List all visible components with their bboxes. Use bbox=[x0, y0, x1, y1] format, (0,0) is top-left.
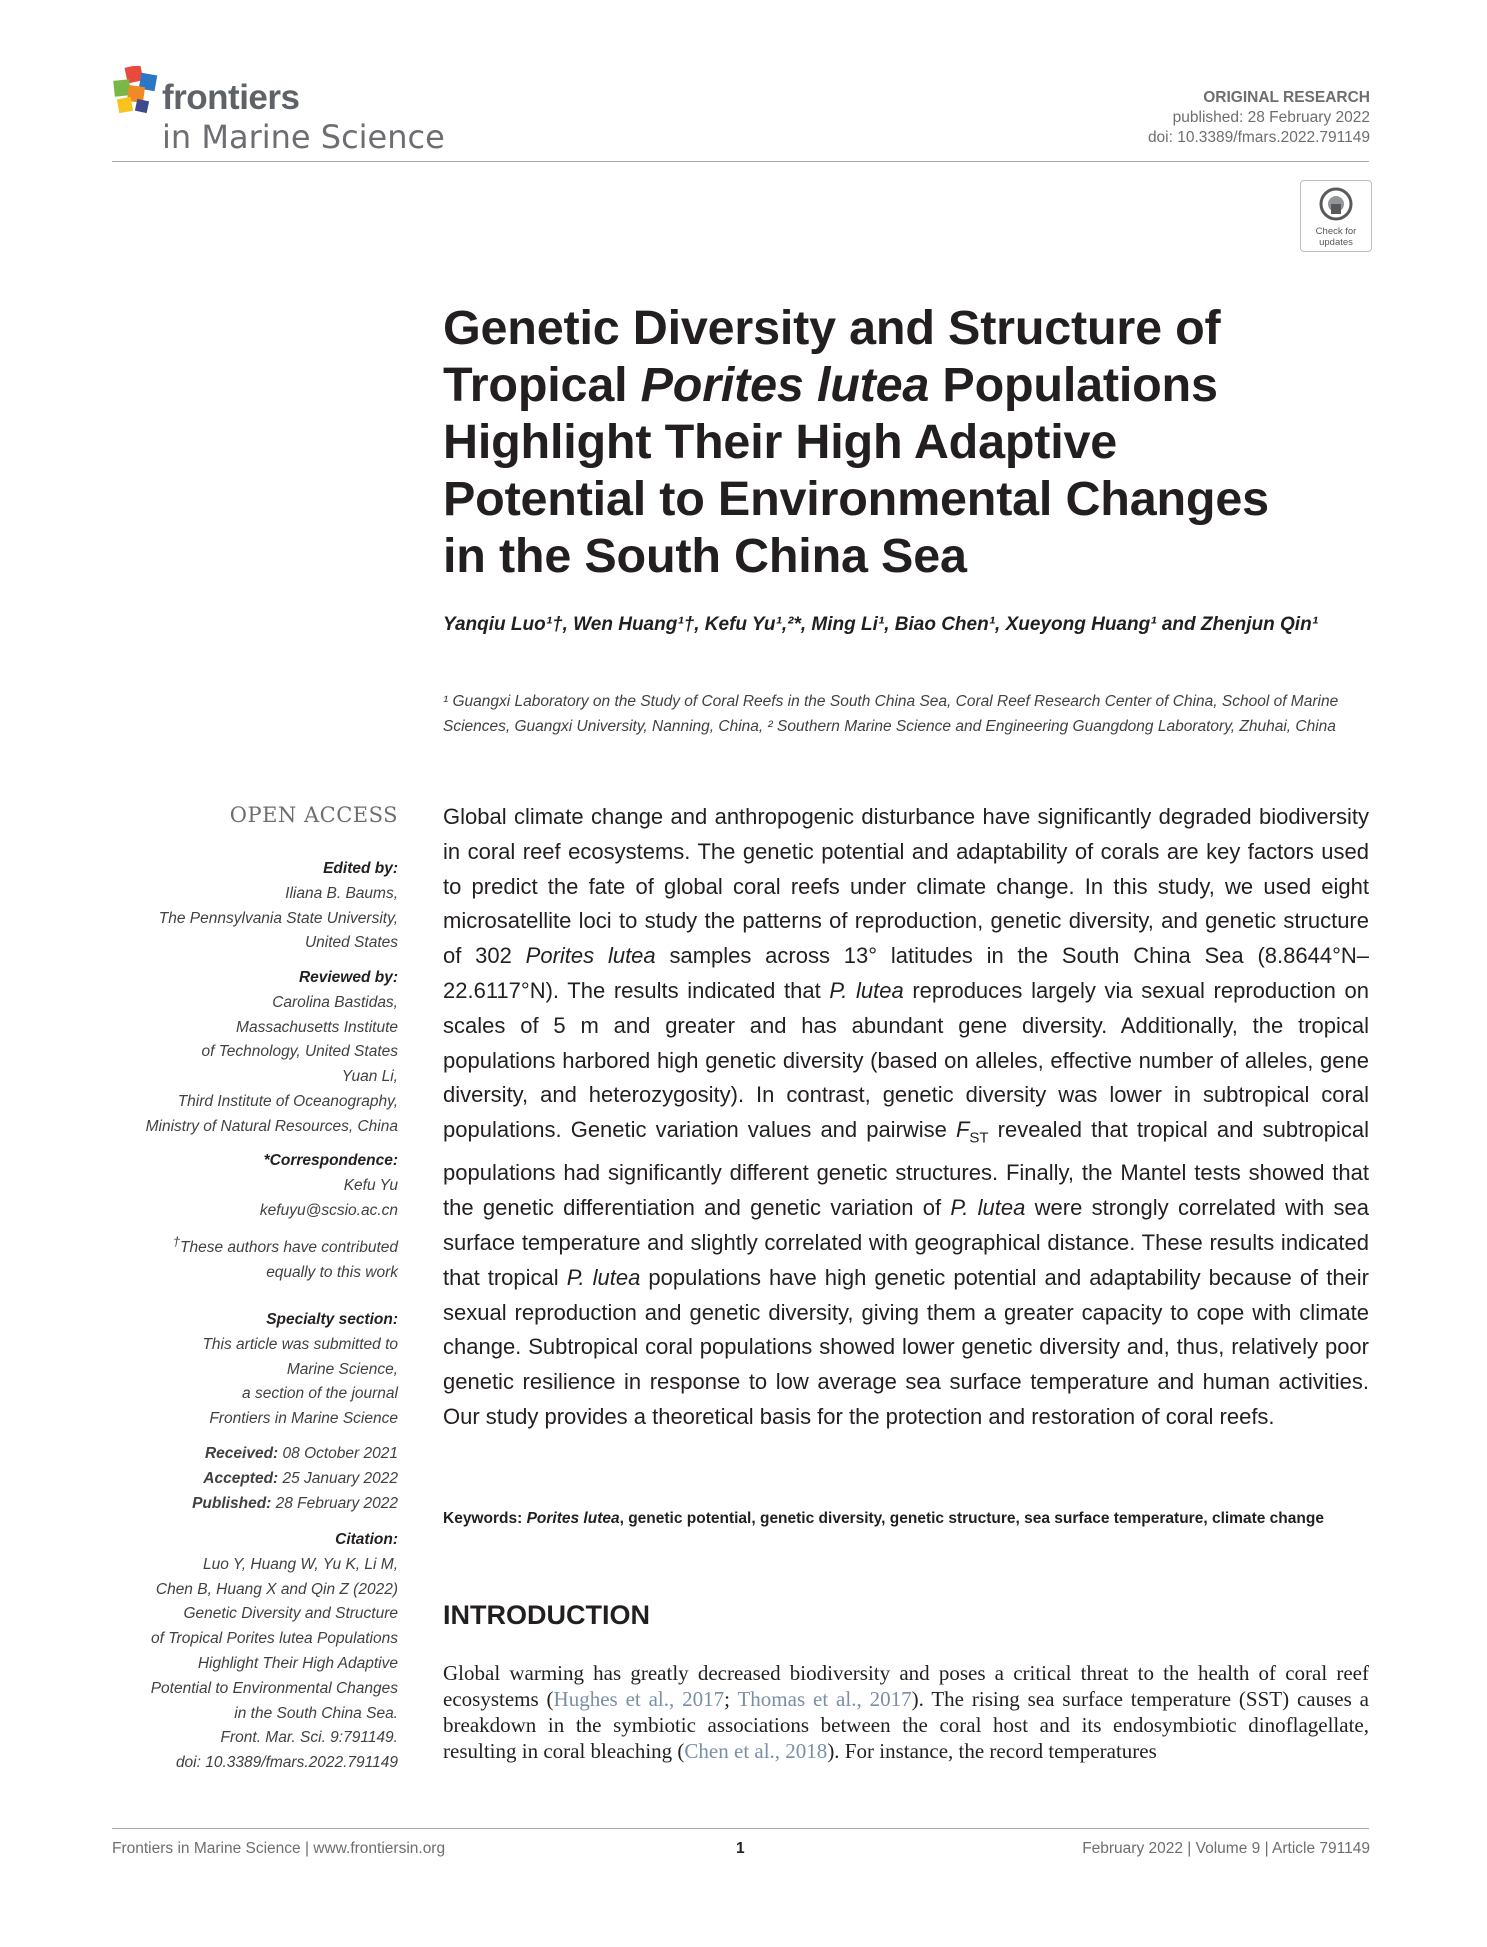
footer-divider bbox=[112, 1828, 1369, 1829]
article-doi[interactable]: doi: 10.3389/fmars.2022.791149 bbox=[1147, 129, 1370, 146]
article-meta bbox=[1148, 88, 1370, 148]
published-date: published: 28 February 2022 bbox=[1172, 109, 1370, 126]
article-type: ORIGINAL RESEARCH bbox=[1203, 89, 1370, 106]
correspondence-label: *Correspondence: bbox=[263, 1152, 398, 1169]
footer-issue: February 2022 | Volume 9 | Article 791149 bbox=[1082, 1840, 1370, 1857]
abstract: Global climate change and anthropogenic disturbance have significantly degraded biodiversity in coral reef ecosystems. The genetic potential and adaptability of corals are key factors used to predict the fate of global coral reefs under climate change. In this study, we used eight microsatellite loci to study the patterns of reproduction, genetic diversity, and genetic structure of 302 Porites lutea samples across 13° latitudes in the South China Sea (8.8644°N–22.6117°N). The results indicated that P. lutea reproduces largely via sexual reproduction on scales of 5 m and greater and has abundant gene diversity. Additionally, the tropical populations harbored high genetic diversity (based on alleles, effective number of alleles, gene diversity, and heterozygosity). In contrast, genetic diversity was lower in subtropical coral populations. Genetic variation values and pairwise $F_{ST}$ revealed that tropical and subtropical populations had significantly different genetic structures. Finally, the Mantel tests showed that the genetic differentiation and genetic variation of P. lutea were strongly correlated with sea surface temperature and slightly correlated with geographical distance. These results indicated that tropical P. lutea populations have high genetic potential and adaptability because of their sexual reproduction and genetic diversity, giving them a greater capacity to cope with climate change. Subtropical coral populations showed lower genetic diversity and, thus, relatively poor genetic resilience in response to low average sea surface temperature and human activities. Our study provides a theoretical basis for the protection and restoration of coral reefs. bbox=[443, 804, 1370, 1429]
fst-symbol: F bbox=[955, 1117, 970, 1143]
author-list: Yanqiu Luo¹†, Wen Huang¹†, Kefu Yu¹,²*, Ming Li¹, Biao Chen¹, Xueyong Huang¹ and Zhenjun Qin¹ bbox=[443, 614, 1319, 635]
keyword-species: Porites lutea bbox=[526, 1510, 620, 1527]
received-label: Received: bbox=[204, 1445, 279, 1462]
accepted-label: Accepted: bbox=[203, 1469, 279, 1487]
species-name: P. lutea bbox=[566, 1264, 641, 1290]
specialty-section-block bbox=[112, 1308, 398, 1432]
equal-contribution-text: equally to this work bbox=[266, 1263, 398, 1281]
title-species: Porites lutea bbox=[640, 358, 930, 412]
dates-block bbox=[112, 1442, 398, 1516]
reviewer-affiliation: Ministry of Natural Resources, China bbox=[145, 1117, 398, 1135]
species-name: P. lutea bbox=[950, 1195, 1026, 1221]
introduction-text: Global warming has greatly decreased biodiversity and poses a critical threat to the health of coral reef ecosystems (Hughes et al., 2017; Thomas et al., 2017). The rising sea surface temperature (SST) causes a breakdown in the symbiotic associations between the coral host and its endosymbiotic dinoflagellate, resulting in coral bleaching (Chen et al., 2018). For instance, the record temperatures bbox=[443, 1661, 1369, 1763]
journal-logo[interactable] bbox=[112, 66, 452, 156]
keywords bbox=[443, 1507, 1369, 1530]
citation-doi[interactable]: doi: 10.3389/fmars.2022.791149 bbox=[175, 1754, 398, 1772]
check-updates-label-2: updates bbox=[1319, 237, 1353, 248]
citation-link[interactable]: Hughes et al., 2017 bbox=[553, 1687, 725, 1711]
citation-line: Potential to Environmental Changes bbox=[150, 1679, 398, 1697]
footer-journal[interactable]: Frontiers in Marine Science | www.frontiersin.org bbox=[112, 1840, 446, 1857]
page-number: 1 bbox=[736, 1840, 745, 1857]
reviewer-name: Yuan Li, bbox=[341, 1068, 398, 1086]
title-line-3: Highlight Their High Adaptive bbox=[443, 415, 1118, 469]
correspondence-name: Kefu Yu bbox=[343, 1176, 398, 1194]
reviewer-affiliation: Massachusetts Institute bbox=[236, 1018, 398, 1036]
check-updates-label-1: Check for bbox=[1315, 226, 1357, 237]
dagger-mark: † bbox=[172, 1234, 180, 1249]
species-name: Porites lutea bbox=[525, 943, 656, 969]
correspondence-email[interactable]: kefuyu@scsio.ac.cn bbox=[259, 1201, 398, 1219]
equal-contribution-text: These authors have contributed bbox=[180, 1239, 398, 1257]
title-line-4: Potential to Environmental Changes bbox=[443, 472, 1269, 526]
citation-line: Front. Mar. Sci. 9:791149. bbox=[220, 1729, 398, 1747]
crossmark-icon bbox=[1319, 187, 1353, 221]
citation-label: Citation: bbox=[335, 1531, 398, 1548]
citation-line: Highlight Their High Adaptive bbox=[197, 1654, 398, 1672]
specialty-text: Frontiers in Marine Science bbox=[209, 1410, 398, 1428]
title-line-2: Tropical Porites lutea Populations bbox=[443, 358, 1218, 412]
keywords-label: Keywords: bbox=[443, 1510, 527, 1527]
editor-country: United States bbox=[304, 934, 398, 952]
reviewed-by-block bbox=[112, 966, 398, 1140]
title-line-1: Genetic Diversity and Structure of bbox=[443, 301, 1221, 355]
specialty-text: Marine Science, bbox=[286, 1360, 398, 1378]
published-date: 28 February 2022 bbox=[271, 1494, 398, 1512]
reviewer-affiliation: of Technology, United States bbox=[201, 1043, 398, 1061]
edited-by-label: Edited by: bbox=[323, 860, 398, 877]
specialty-label: Specialty section: bbox=[266, 1311, 398, 1328]
frontiers-logo-icon bbox=[112, 66, 160, 116]
reviewed-by-label: Reviewed by: bbox=[298, 969, 398, 986]
received-date: 08 October 2021 bbox=[278, 1445, 398, 1462]
specialty-text: This article was submitted to bbox=[202, 1335, 398, 1353]
logo-journal-name: in Marine Science bbox=[162, 118, 445, 156]
species-name: P. lutea bbox=[829, 977, 904, 1003]
editor-affiliation: The Pennsylvania State University, bbox=[158, 909, 398, 927]
citation-block bbox=[112, 1528, 398, 1776]
correspondence-block bbox=[112, 1149, 398, 1223]
citation-link[interactable]: Thomas et al., 2017 bbox=[737, 1687, 912, 1711]
citation-line: of Tropical Porites lutea Populations bbox=[151, 1630, 398, 1648]
affiliations: ¹ Guangxi Laboratory on the Study of Coral Reefs in the South China Sea, Coral Reef Research Center of China, School of Marine Sciences, Guangxi University, Nanning, China, ² Southern Marine Science and Engineering Guangdong Laboratory, Zhuhai, China bbox=[443, 693, 1339, 735]
article-title bbox=[443, 300, 1363, 585]
header-divider bbox=[112, 161, 1369, 162]
citation-link[interactable]: Chen et al., 2018 bbox=[684, 1739, 828, 1763]
check-for-updates-button[interactable] bbox=[1300, 180, 1372, 252]
equal-contribution-note bbox=[112, 1230, 398, 1286]
title-line-5: in the South China Sea bbox=[443, 529, 967, 583]
citation-line: Genetic Diversity and Structure bbox=[183, 1605, 398, 1623]
logo-name: frontiers bbox=[162, 78, 300, 117]
introduction-heading: INTRODUCTION bbox=[443, 1600, 650, 1630]
fst-subscript: ST bbox=[969, 1129, 989, 1147]
editor-name: Iliana B. Baums, bbox=[285, 884, 398, 902]
reviewer-affiliation: Third Institute of Oceanography, bbox=[177, 1092, 398, 1110]
citation-line: Luo Y, Huang W, Yu K, Li M, bbox=[202, 1555, 398, 1573]
accepted-date: 25 January 2022 bbox=[278, 1469, 398, 1487]
citation-line: Chen B, Huang X and Qin Z (2022) bbox=[155, 1580, 398, 1598]
reviewer-name: Carolina Bastidas, bbox=[272, 993, 398, 1011]
edited-by-block bbox=[112, 857, 398, 956]
published-label: Published: bbox=[192, 1494, 272, 1512]
keywords-list: , genetic potential, genetic diversity, genetic structure, sea surface temperature, climate change bbox=[619, 1510, 1324, 1527]
citation-line: in the South China Sea. bbox=[234, 1704, 398, 1722]
specialty-text: a section of the journal bbox=[242, 1385, 398, 1403]
open-access-label: OPEN ACCESS bbox=[229, 803, 398, 827]
